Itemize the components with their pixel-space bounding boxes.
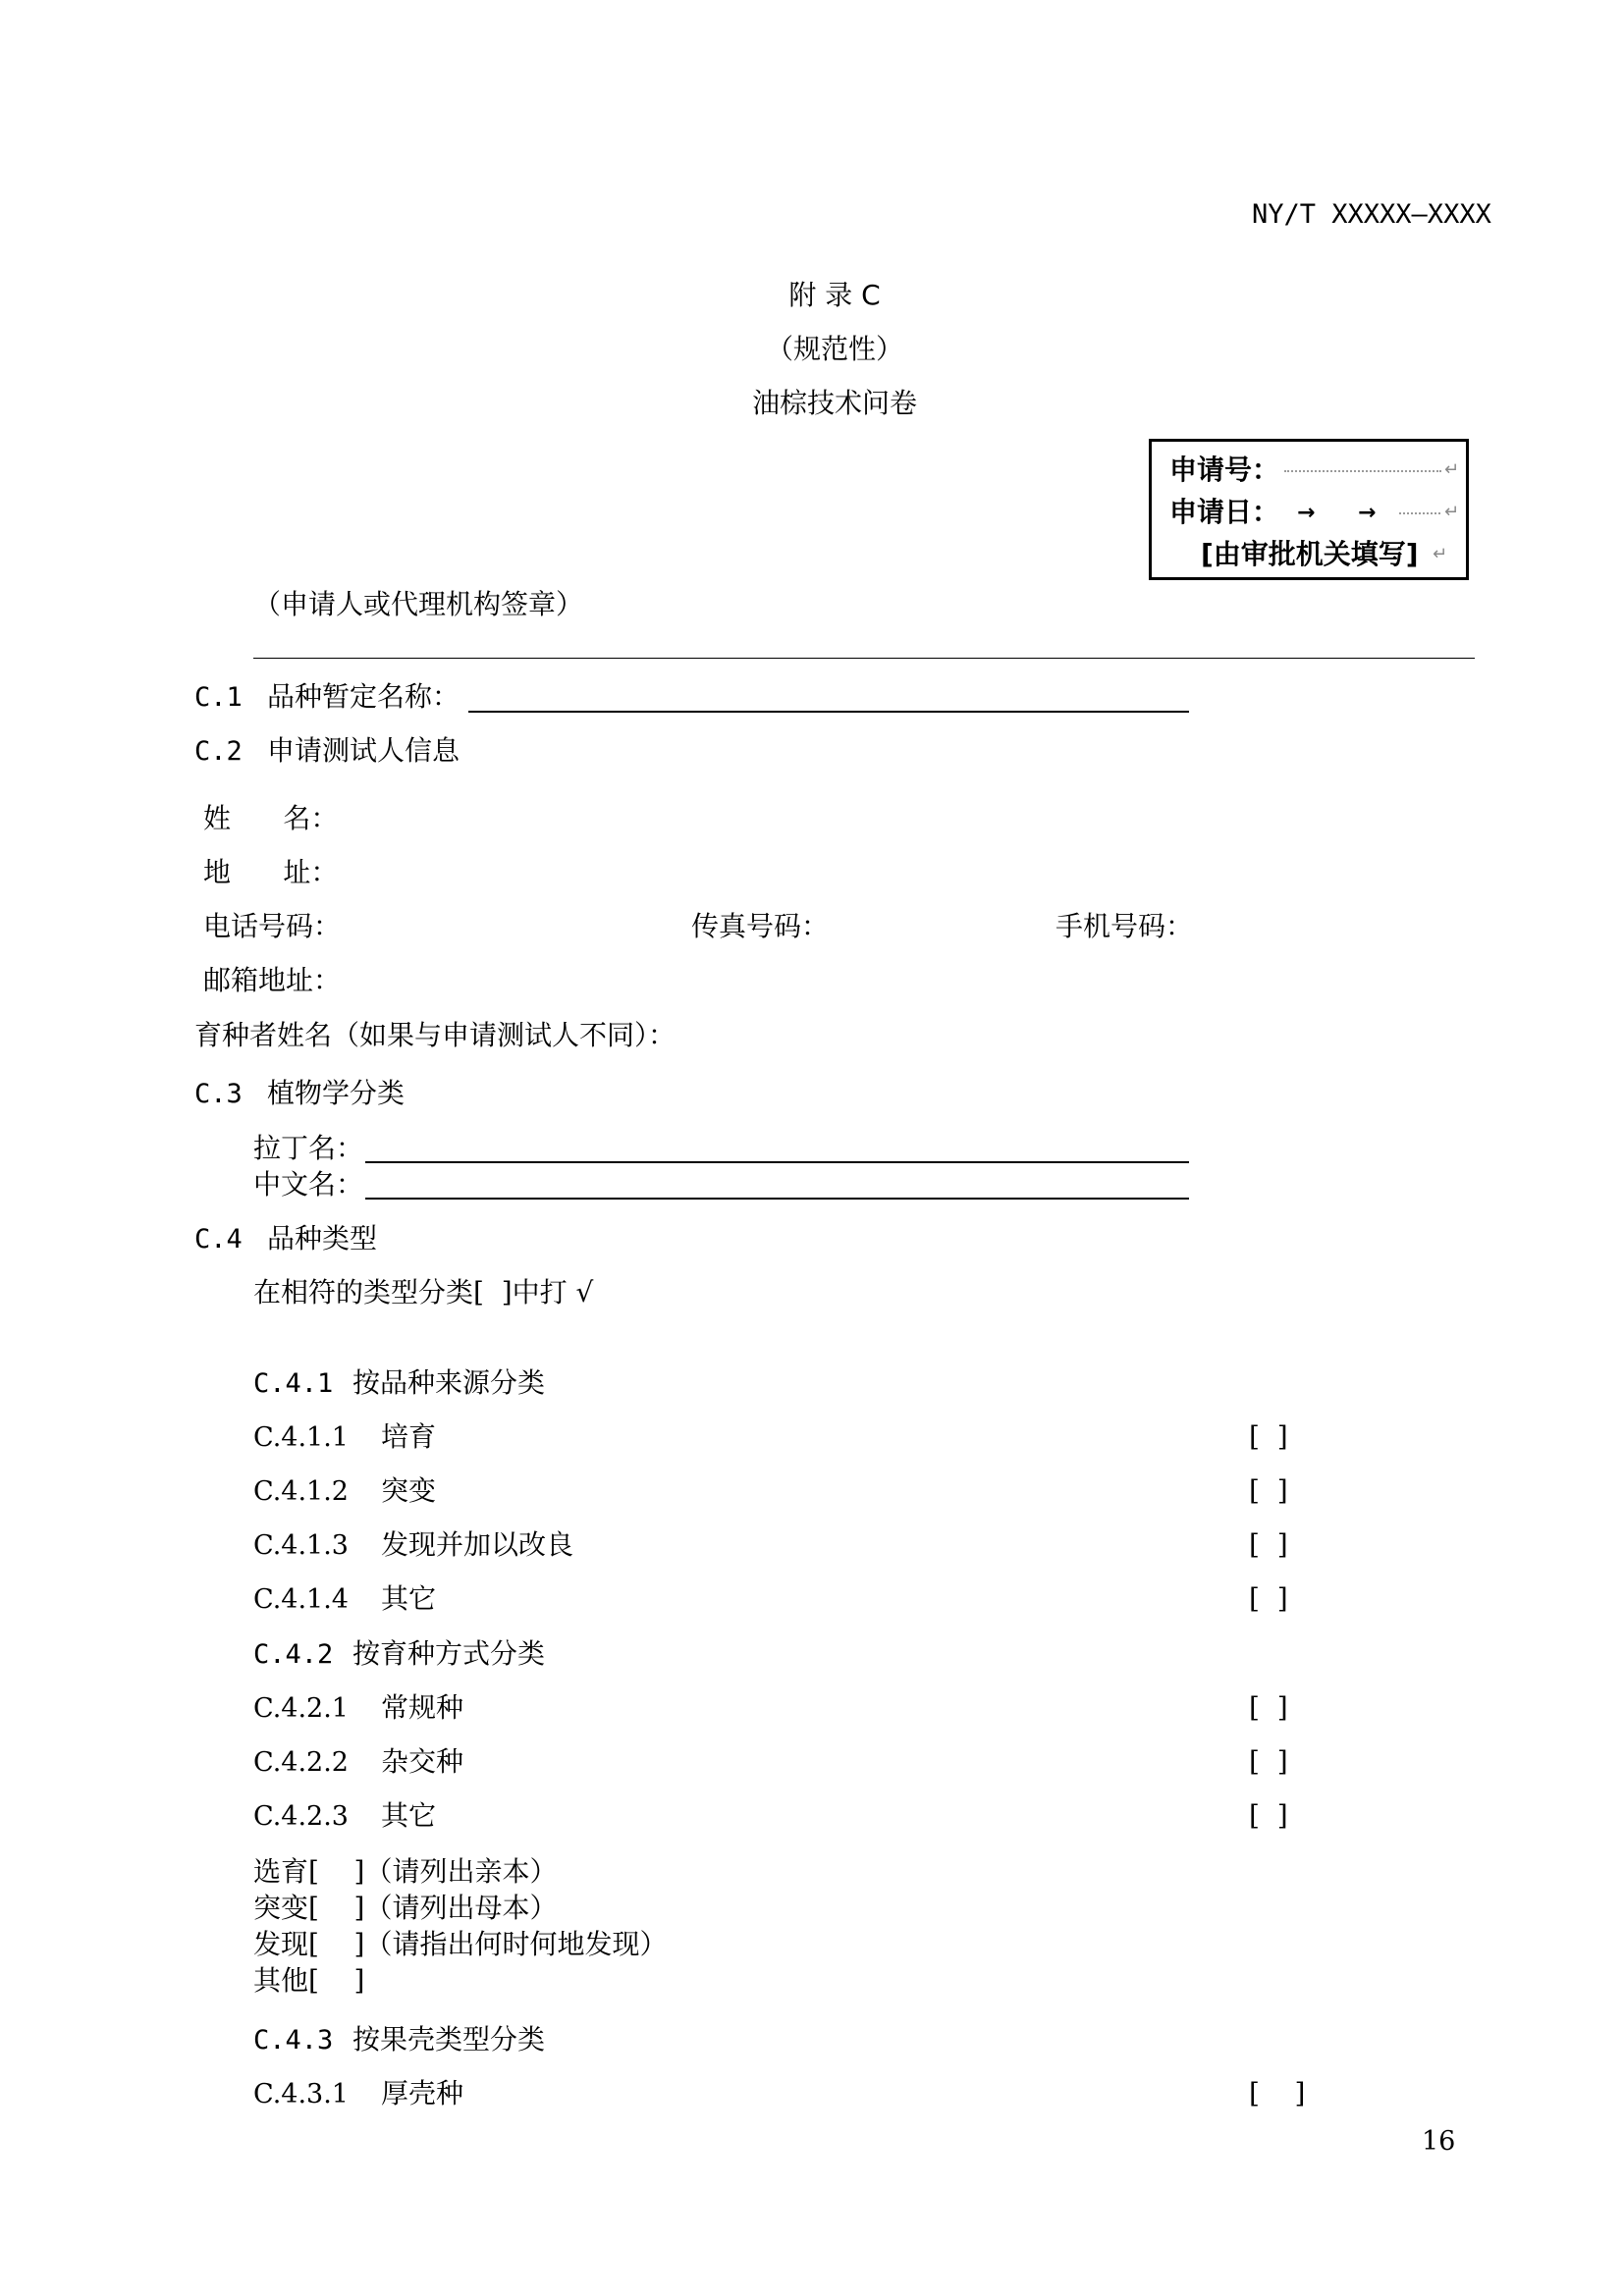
- application-box-note: [由审批机关填写]: [1201, 538, 1419, 570]
- appendix-nature: （规范性）: [765, 333, 903, 365]
- item-number: C.4.2.3: [253, 1801, 349, 1832]
- applicant-address-label: 地 址：: [203, 856, 339, 888]
- section-c3-number: C.3: [194, 1079, 243, 1109]
- chinese-name-label: 中文名：: [253, 1168, 364, 1201]
- checkbox-thick-shell[interactable]: [ ]: [1249, 2077, 1306, 2109]
- checkbox-mutation[interactable]: [ ]: [1249, 1474, 1288, 1507]
- section-c2-title: 申请测试人信息: [267, 734, 460, 767]
- option-label-thick-shell: 厚壳种: [381, 2077, 464, 2109]
- option-label-cultivation: 培育: [381, 1420, 437, 1453]
- latin-name-label: 拉丁名：: [253, 1132, 364, 1164]
- item-number: C.4.1.4: [253, 1584, 349, 1615]
- latin-name-field[interactable]: [365, 1161, 1189, 1163]
- email-label: 邮箱地址：: [203, 964, 342, 996]
- chinese-name-field[interactable]: [365, 1198, 1189, 1200]
- application-number-field[interactable]: [1284, 470, 1441, 472]
- section-c1-number: C.1: [194, 682, 243, 713]
- checkbox-other-source[interactable]: [ ]: [1249, 1582, 1288, 1615]
- section-c43-number: C.4.3: [253, 2025, 334, 2056]
- item-number: C.4.2.2: [253, 1747, 349, 1778]
- item-number: C.4.2.1: [253, 1693, 349, 1724]
- application-number-label: 申请号：: [1169, 454, 1280, 486]
- mobile-label: 手机号码：: [1056, 910, 1194, 942]
- section-c4-title: 品种类型: [267, 1222, 378, 1255]
- option-label-other-method: 其它: [381, 1799, 437, 1832]
- paragraph-mark-icon: ↵: [1444, 502, 1460, 522]
- application-date-label: 申请日：: [1169, 496, 1280, 528]
- sub-option-selection[interactable]: 选育[ ]（请列出亲本）: [253, 1855, 558, 1888]
- option-label-mutation: 突变: [381, 1474, 437, 1507]
- section-c42-number: C.4.2: [253, 1639, 334, 1670]
- breeder-name-label: 育种者姓名（如果与申请测试人不同）：: [194, 1019, 677, 1051]
- variety-name-field[interactable]: [468, 711, 1189, 713]
- checkbox-discovery[interactable]: [ ]: [1249, 1528, 1288, 1561]
- signature-label: （申请人或代理机构签章）: [253, 588, 584, 620]
- section-c3-title: 植物学分类: [267, 1077, 406, 1109]
- standard-number: NY/T XXXXX—XXXX: [1252, 199, 1491, 230]
- section-c2-number: C.2: [194, 736, 243, 767]
- signature-line[interactable]: [253, 658, 1475, 659]
- sub-option-mutation[interactable]: 突变[ ]（请列出母本）: [253, 1892, 558, 1924]
- option-label-discovery: 发现并加以改良: [381, 1528, 574, 1561]
- section-c4-number: C.4: [194, 1224, 243, 1255]
- applicant-name-label: 姓 名：: [203, 802, 339, 834]
- tab-arrow-icon: →: [1297, 501, 1316, 525]
- appendix-title: 附 录 C: [788, 279, 881, 311]
- checkbox-cultivation[interactable]: [ ]: [1249, 1420, 1288, 1453]
- paragraph-mark-icon: ↵: [1433, 544, 1448, 564]
- checkbox-conventional[interactable]: [ ]: [1249, 1691, 1288, 1724]
- item-number: C.4.1.1: [253, 1422, 349, 1453]
- checkbox-other-method[interactable]: [ ]: [1249, 1799, 1288, 1832]
- paragraph-mark-icon: ↵: [1444, 459, 1460, 480]
- sub-option-discovery[interactable]: 发现[ ]（请指出何时何地发现）: [253, 1928, 668, 1960]
- checkbox-hybrid[interactable]: [ ]: [1249, 1745, 1288, 1778]
- application-date-field[interactable]: [1399, 512, 1440, 514]
- application-info-box: [1149, 439, 1469, 580]
- fax-label: 传真号码：: [691, 910, 830, 942]
- option-label-conventional: 常规种: [381, 1691, 464, 1724]
- option-label-other-source: 其它: [381, 1582, 437, 1615]
- section-c42-title: 按育种方式分类: [352, 1637, 546, 1670]
- variety-name-label: 品种暂定名称：: [267, 680, 460, 713]
- item-number: C.4.3.1: [253, 2079, 349, 2109]
- section-c43-title: 按果壳类型分类: [352, 2023, 546, 2056]
- section-c41-number: C.4.1: [253, 1368, 334, 1399]
- section-c41-title: 按品种来源分类: [352, 1366, 546, 1399]
- phone-label: 电话号码：: [203, 910, 342, 942]
- page-number: 16: [1422, 2126, 1456, 2157]
- tab-arrow-icon: →: [1358, 501, 1377, 525]
- checkbox-instruction: 在相符的类型分类[ ]中打 √: [253, 1276, 594, 1308]
- item-number: C.4.1.3: [253, 1530, 349, 1561]
- option-label-hybrid: 杂交种: [381, 1745, 464, 1778]
- sub-option-other[interactable]: 其他[ ]: [253, 1964, 365, 1997]
- appendix-name: 油棕技术问卷: [751, 387, 917, 419]
- item-number: C.4.1.2: [253, 1476, 349, 1507]
